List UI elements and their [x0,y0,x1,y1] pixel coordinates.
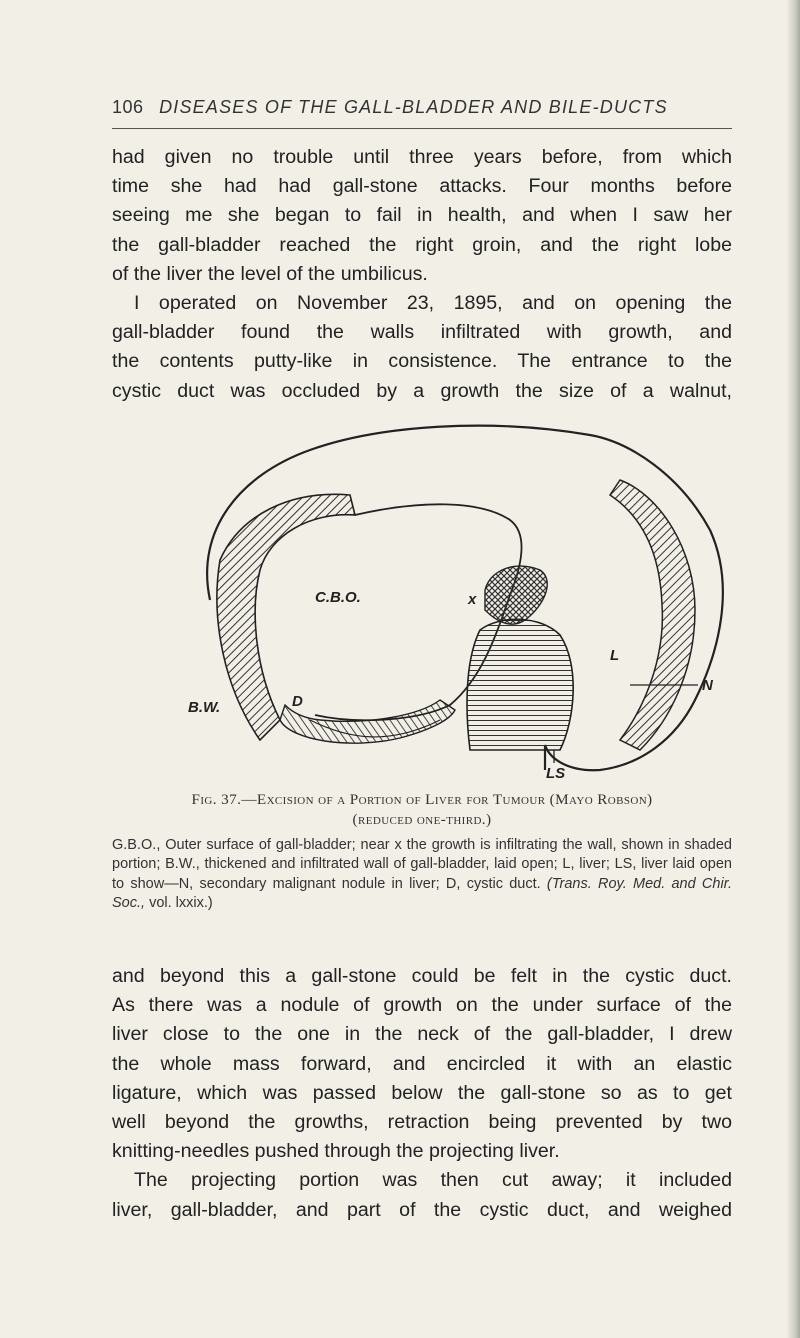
label-x: x [468,591,477,608]
label-d: D [292,693,303,710]
text-line: well beyond the growths, retraction being prevented by two [112,1111,732,1134]
page-number: 106 [112,97,144,117]
liver-excision-illustration [150,420,750,790]
page-edge [786,0,800,1338]
text-line: cystic duct was occluded by a growth the size of a walnut, [112,379,732,402]
text-line: the whole mass forward, and encircled it with an elastic [112,1052,732,1075]
text-line: liver close to the one in the neck of the gall-bladder, I drew [112,1023,732,1046]
figure-caption [112,790,732,830]
text-line: gall-bladder found the walls infiltrated with growth, and [112,321,732,344]
text-line: the contents putty-like in consistence. The entrance to the [112,350,732,373]
text-line: had given no trouble until three years before, from which [112,146,732,168]
label-gbo: C.B.O. [315,589,361,606]
text-line: the gall-bladder reached the right groin, and the right lobe [112,233,732,256]
legend-ref: (Trans. Roy. Med. and Chir. Soc., [112,875,733,912]
text-line: The projecting portion was then cut away; it included [134,1169,732,1192]
text-line: seeing me she began to fail in health, and when I saw her [112,204,732,227]
text-line: knitting-needles pushed through the projecting liver. [112,1140,560,1163]
caption-sub: (reduced one-third.) [352,811,492,828]
paragraph-1 [112,143,732,406]
text-line: time she had had gall-stone attacks. Four months before [112,175,732,198]
text-line: I operated on November 23, 1895, and on opening the [134,292,732,315]
text-line: As there was a nodule of growth on the under surface of the [112,994,732,1017]
text-line: liver, gall-bladder, and part of the cystic duct, and weighed [112,1198,732,1221]
text-line: of the liver the level of the umbilicus. [112,262,428,285]
liver-section [467,619,573,750]
paragraph-2 [112,962,732,1225]
text-line: and beyond this a gall-stone could be felt in the cystic duct. [112,965,732,987]
header-rule [112,128,732,129]
caption-prefix: Fig. 37. [191,791,242,808]
gall-bladder-wall-left [217,494,355,740]
growth-x [485,566,547,624]
label-n: N [702,677,713,694]
legend-ref-vol: vol. lxxix.) [149,895,213,912]
running-header [112,97,732,118]
label-l: L [610,647,620,664]
legend-text: G.B.O., Outer surface of gall-bladder; near x the growth is infiltrating the wall, shown in shaded portion; B.W., thickened and infiltrated wall of gall-bladder, laid open; L, liver; LS, liver laid open to show—N, secondary malignant nodule in liver; D, cystic duct. [112,837,732,892]
figure-legend [112,836,732,914]
text-line: ligature, which was passed below the gall-stone so as to get [112,1081,732,1104]
label-ls: LS [546,765,566,782]
liver-right-wall [610,480,695,750]
label-bw: B.W. [188,699,221,716]
caption-main: —Excision of a Portion of Liver for Tumour (Mayo Robson) [241,791,653,808]
running-title: DISEASES OF THE GALL-BLADDER AND BILE-DUCTS [159,97,668,117]
